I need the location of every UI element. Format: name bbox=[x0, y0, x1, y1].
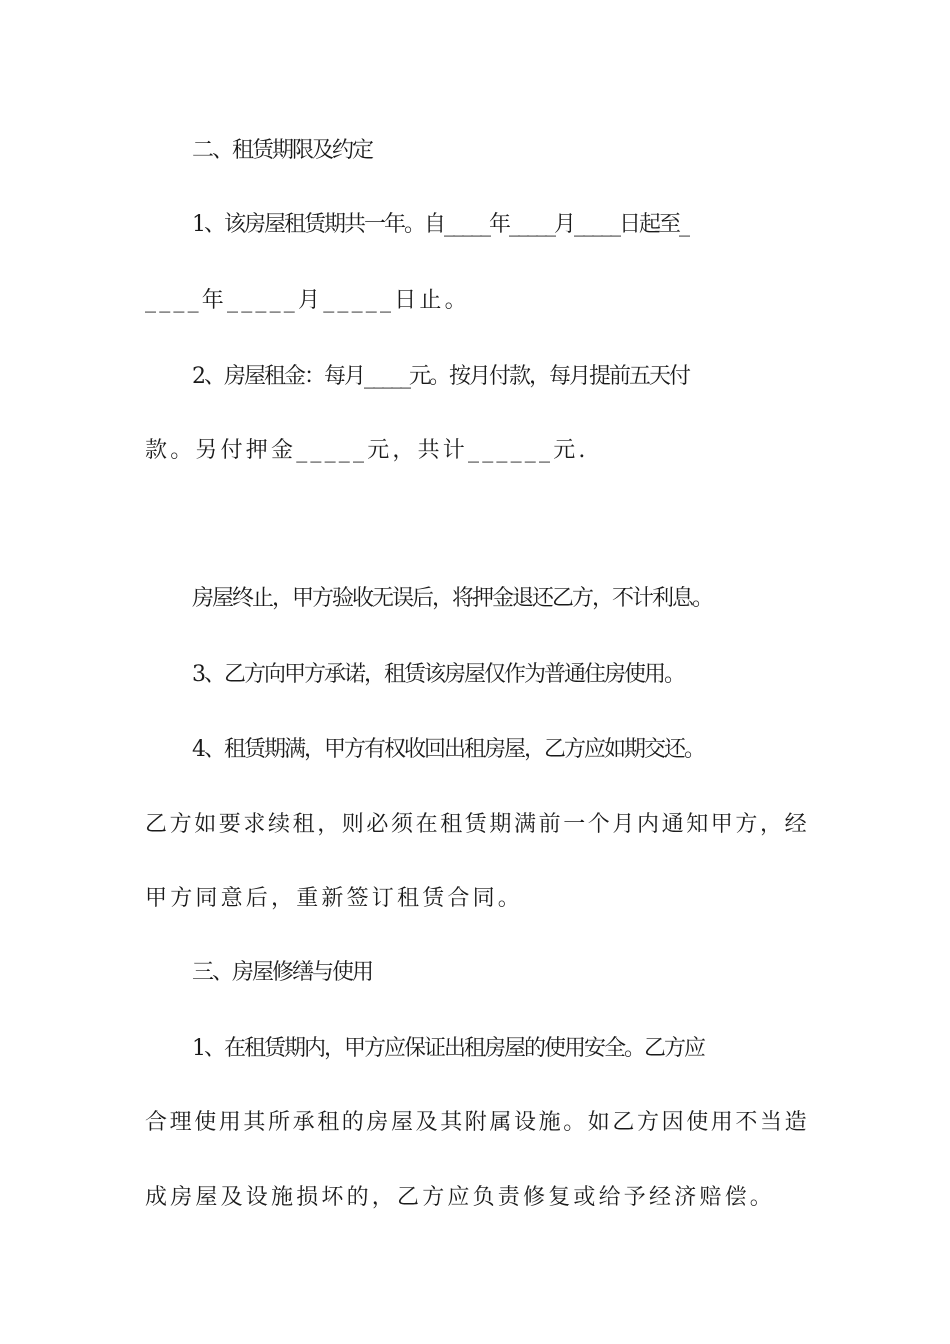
clause-4-line-1: 4、租赁期满，甲方有权收回出租房屋，乙方应如期交还。 bbox=[192, 737, 704, 762]
repair-clause-1-line-2: 合理使用其所承租的房屋及其附属设施。如乙方因使用不当造 bbox=[145, 1110, 810, 1135]
deposit-return-line: 房屋终止，甲方验收无误后，将押金退还乙方，不计利息。 bbox=[192, 586, 713, 611]
clause-2-line-2: 款。另付押金_____元，共计______元. bbox=[145, 438, 589, 463]
clause-4-line-3: 甲方同意后，重新签订租赁合同。 bbox=[145, 886, 524, 911]
repair-clause-1-line-3: 成房屋及设施损坏的，乙方应负责修复或给予经济赔偿。 bbox=[145, 1185, 776, 1210]
section-heading-lease-term: 二、租赁期限及约定 bbox=[192, 138, 373, 163]
clause-2-line-1: 2、房屋租金：每月_____元。按月付款，每月提前五天付 bbox=[192, 364, 689, 389]
repair-clause-1-line-1: 1、在租赁期内，甲方应保证出租房屋的使用安全。乙方应 bbox=[192, 1036, 704, 1061]
section-heading-repair-use: 三、房屋修缮与使用 bbox=[192, 960, 373, 985]
clause-1-line-1: 1、该房屋租赁期共一年。自_____年_____月_____日起至_ bbox=[192, 212, 688, 237]
clause-3-line: 3、乙方向甲方承诺，租赁该房屋仅作为普通住房使用。 bbox=[192, 662, 684, 687]
clause-1-line-2: ____年_____月_____日止。 bbox=[145, 288, 470, 313]
clause-4-line-2: 乙方如要求续租，则必须在租赁期满前一个月内通知甲方，经 bbox=[145, 812, 810, 837]
